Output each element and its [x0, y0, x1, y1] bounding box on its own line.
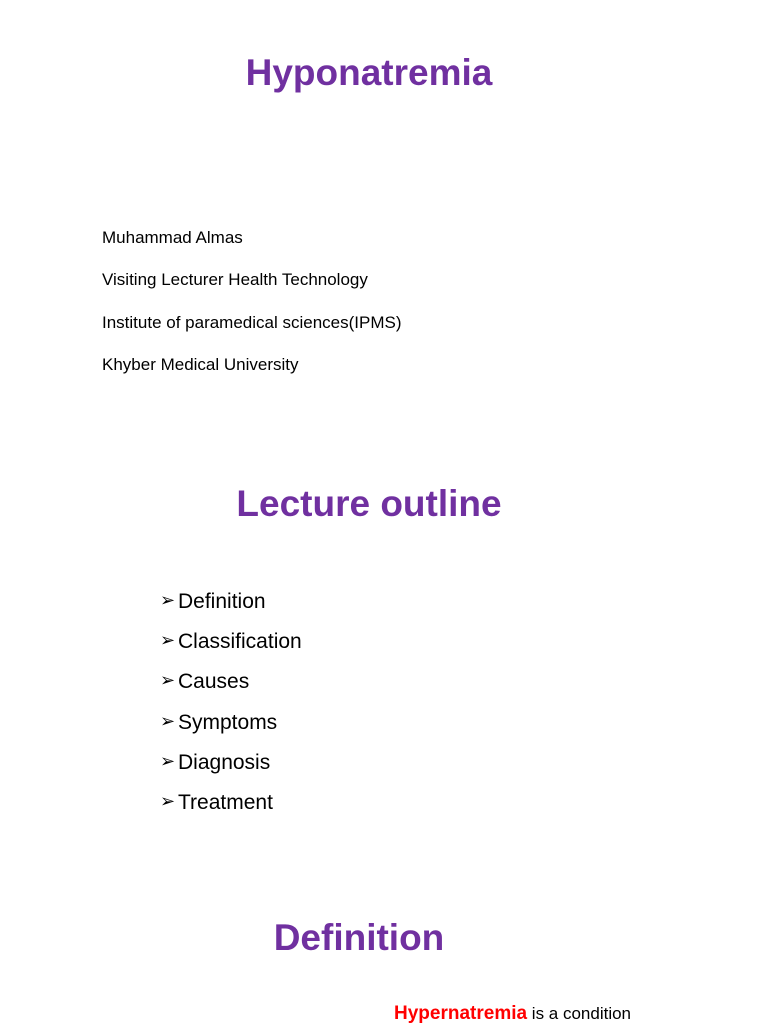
outline-item-treatment [160, 791, 302, 831]
arrowhead-bullet-icon: ➢ [160, 710, 176, 732]
outline-item-label: Definition [178, 590, 266, 613]
slide-title-hyponatremia: Hyponatremia [245, 52, 493, 93]
definition-term: Hypernatremia [394, 1003, 528, 1024]
outline-item-classification [160, 630, 302, 670]
author-name: Muhammad Almas [102, 228, 243, 247]
outline-item-label: Diagnosis [178, 750, 271, 774]
arrowhead-bullet-icon: ➢ [160, 670, 176, 692]
slide-title-lecture-outline: Lecture outline [236, 483, 502, 524]
definition-body: is a condition [527, 1004, 632, 1023]
outline-item-causes [160, 670, 302, 710]
outline-item-definition [160, 590, 302, 630]
outline-item-symptoms [160, 711, 302, 751]
slide-title-definition: Definition [273, 917, 445, 958]
definition-sentence [394, 1002, 631, 1024]
outline-item-label: Symptoms [178, 710, 278, 734]
arrowhead-bullet-icon: ➢ [160, 790, 176, 812]
arrowhead-bullet-icon: ➢ [160, 750, 176, 772]
author-role: Visiting Lecturer Health Technology [102, 270, 368, 289]
outline-item-label: Classification [178, 630, 302, 654]
author-institute: Institute of paramedical sciences(IPMS) [102, 313, 402, 332]
author-university: Khyber Medical University [102, 355, 299, 374]
arrowhead-bullet-icon: ➢ [160, 630, 176, 652]
outline-item-label: Treatment [178, 790, 273, 814]
outline-item-label: Causes [178, 670, 250, 694]
outline-list [160, 590, 302, 831]
arrowhead-bullet-icon: ➢ [160, 590, 176, 611]
outline-item-diagnosis [160, 751, 302, 791]
